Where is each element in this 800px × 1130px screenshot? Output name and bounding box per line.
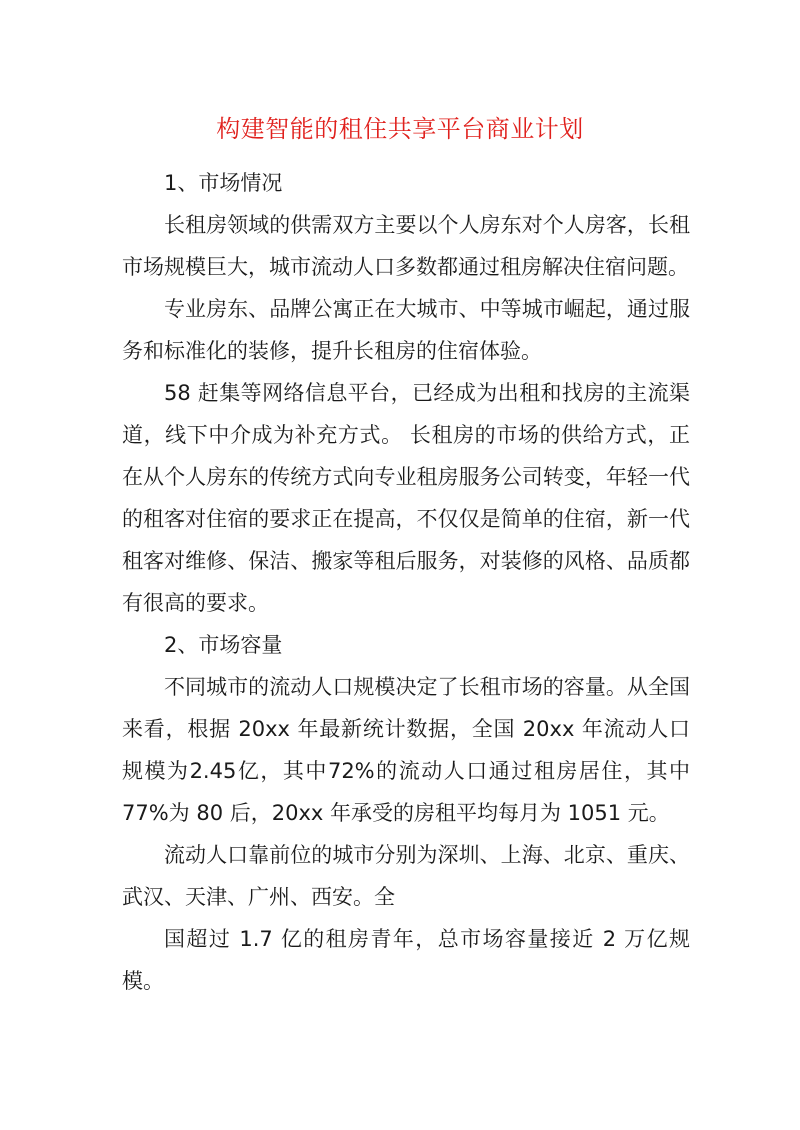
paragraph: 不同城市的流动人口规模决定了长租市场的容量。从全国来看，根据 20xx 年最新统计数据，全国 20xx 年流动人口规模为2.45亿，其中72%的流动人口通过租房居住，其中77%为 80 后，20xx 年承受的房租平均每月为 1051 元。	[122, 675, 690, 825]
paragraph: 专业房东、品牌公寓正在大城市、中等城市崛起，通过服务和标准化的装修，提升长租房的住宿体验。	[122, 297, 690, 363]
section-heading-market-situation: 1、市场情况	[164, 171, 283, 195]
paragraph: 长租房领域的供需双方主要以个人房东对个人房客，长租市场规模巨大，城市流动人口多数都通过租房解决住宿问题。	[122, 213, 690, 279]
document-body	[122, 162, 690, 1002]
paragraph: 国超过 1.7 亿的租房青年，总市场容量接近 2 万亿规模。	[122, 927, 690, 993]
paragraph: 流动人口靠前位的城市分别为深圳、上海、北京、重庆、武汉、天津、广州、西安。全	[122, 843, 690, 909]
document-title: 构建智能的租住共享平台商业计划	[216, 115, 584, 143]
paragraph: 58 赶集等网络信息平台，已经成为出租和找房的主流渠道，线下中介成为补充方式。 长租房的市场的供给方式，正在从个人房东的传统方式向专业租房服务公司转变，年轻一代的租客对住宿的要求正在提高，不仅仅是简单的住宿，新一代租客对维修、保洁、搬家等租后服务，对装修的风格、品质都有很高的要求。	[122, 381, 690, 615]
section-heading-market-capacity: 2、市场容量	[164, 633, 283, 657]
